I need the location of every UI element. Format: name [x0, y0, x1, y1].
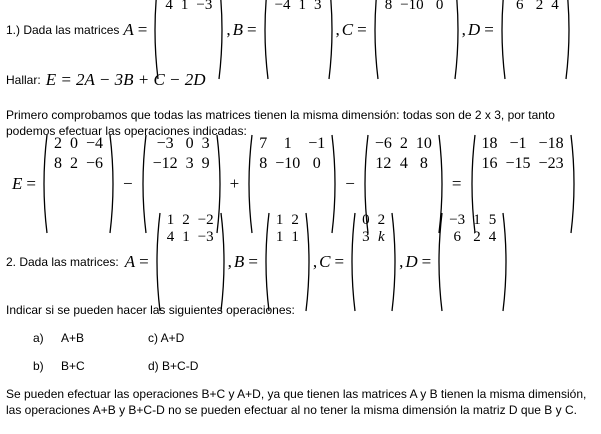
matrix-cell: −15 — [505, 155, 531, 172]
separator-comma: , — [461, 20, 466, 39]
matrix-cell: −4 — [274, 0, 291, 13]
matrix-cell: 2 — [473, 229, 481, 245]
matrix-cell: −3 — [449, 212, 466, 228]
equals-sign: = — [246, 20, 257, 39]
matrix-cell: 6 — [516, 0, 524, 13]
right-paren — [570, 134, 577, 234]
matrix — [499, 0, 572, 80]
left-paren — [372, 0, 379, 80]
matrix-grid — [356, 212, 391, 312]
operator: − — [123, 174, 133, 193]
matrix-cell: 2 — [69, 155, 78, 172]
matrix-cell: 3 — [362, 229, 370, 245]
matrix-cell: 0 — [312, 155, 321, 172]
matrix-cell: 1 — [166, 212, 175, 228]
matrix-cell: 2 — [182, 212, 190, 228]
left-paren — [41, 134, 48, 234]
ex1-definitions — [6, 0, 573, 52]
matrix-cell: 4 — [488, 229, 497, 245]
option-c-letter: c) — [148, 331, 158, 345]
matrix-cell: −10 — [275, 155, 301, 172]
matrix-name: A — [124, 252, 136, 271]
matrix-cell: 4 — [166, 229, 175, 245]
matrix-cell: 4 — [165, 0, 173, 13]
right-paren — [220, 212, 227, 312]
matrix-cell: 0 — [69, 135, 78, 152]
matrix-cell: 8 — [259, 155, 268, 172]
matrix-cell: −18 — [538, 135, 564, 152]
option-b-text: B+C — [61, 359, 85, 373]
answer-line-2: las operaciones A+B y B+C-D no se pueden efectuar al no tener la misma dimensión la matriz D que B y C. — [6, 403, 577, 417]
option-d-letter: d) — [148, 359, 159, 373]
matrix-cell: 2 — [535, 0, 544, 13]
matrix-cell: 4 — [551, 0, 559, 13]
equals-sign: = — [484, 20, 494, 39]
matrix-cell: −1 — [509, 135, 527, 152]
matrix-cell: −3 — [197, 229, 214, 245]
matrix-cell: 16 — [481, 155, 498, 172]
matrix-cell: 0 — [185, 135, 194, 152]
matrix-grid — [443, 212, 502, 312]
matrix-cell: −3 — [196, 0, 213, 13]
matrix-cell: −6 — [374, 135, 392, 152]
matrix-cell: 3 — [201, 135, 210, 152]
right-paren — [565, 0, 572, 80]
matrix-cell: 8 — [384, 0, 393, 13]
matrix-cell: k — [378, 229, 385, 245]
matrix-cell: 2 — [291, 212, 299, 228]
matrix-cell: 1 — [275, 212, 284, 228]
matrix-grid — [161, 212, 220, 312]
calc-lhs: E — [12, 174, 23, 193]
right-paren — [454, 0, 461, 80]
answer-line-1: Se pueden efectuar las operaciones B+C y A+D, ya que tienen las matrices A y B tienen la misma dimensión, — [6, 387, 587, 401]
matrix-name: A — [123, 20, 134, 39]
right-paren — [502, 212, 509, 312]
ex2-label: 2. Dada las matrices: — [6, 255, 119, 269]
matrix-cell: −1 — [308, 135, 326, 152]
separator-comma: , — [312, 252, 318, 271]
equals-sign: = — [248, 252, 258, 271]
matrix-cell: 7 — [259, 135, 268, 152]
calculation — [12, 135, 578, 208]
calc-equals: = — [26, 174, 36, 193]
matrix-cell: 10 — [415, 135, 432, 152]
separator-comma: , — [226, 20, 231, 39]
ex2-definitions — [6, 212, 510, 284]
equals-sign: = — [357, 20, 367, 39]
matrix-cell: 8 — [53, 155, 62, 172]
right-paren — [328, 0, 335, 80]
separator-comma: , — [399, 252, 404, 271]
operator: − — [345, 174, 355, 193]
option-d-text: B+C-D — [162, 359, 199, 373]
matrix-cell: 3 — [314, 0, 322, 13]
matrix-grid — [269, 0, 328, 80]
equals-sign: = — [137, 20, 148, 39]
matrix-cell: 4 — [399, 155, 408, 172]
matrix-cell: 18 — [481, 135, 498, 152]
matrix-cell: 1 — [283, 135, 292, 152]
matrix-cell: 9 — [201, 155, 210, 172]
option-b — [33, 359, 85, 373]
matrix-name: C — [341, 20, 354, 39]
matrix-name: D — [405, 252, 418, 271]
operator: = — [451, 174, 462, 193]
ex2-question: Indicar si se pueden hacer las siguientes operaciones: — [6, 303, 295, 317]
option-c-text: A+D — [160, 331, 185, 345]
hallar-equation: E = 2A − 3B + C − 2D — [45, 70, 206, 89]
ex1-label: 1.) Dada las matrices — [6, 23, 120, 37]
matrix-name: B — [233, 252, 245, 271]
matrix — [41, 134, 116, 234]
matrix-grid — [506, 0, 565, 80]
separator-comma: , — [335, 20, 340, 39]
option-a — [33, 331, 84, 345]
matrix-grid — [379, 0, 454, 80]
right-paren — [305, 212, 312, 312]
comment-line-2: podemos efectuar las operaciones indicadas: — [6, 124, 247, 138]
separator-comma: , — [227, 252, 232, 271]
option-a-letter: a) — [33, 331, 44, 345]
matrix — [436, 212, 509, 312]
option-b-letter: b) — [33, 359, 44, 373]
matrix — [263, 212, 312, 312]
option-c — [148, 331, 184, 345]
hallar-label: Hallar: — [6, 73, 41, 87]
matrix-cell: −6 — [85, 155, 104, 172]
matrix-cell: 2 — [399, 135, 408, 152]
matrix-cell: −3 — [156, 135, 174, 152]
matrix-cell: 2 — [53, 135, 62, 152]
matrix-cell: −4 — [85, 135, 104, 152]
matrix-name: C — [319, 252, 331, 271]
option-d — [148, 359, 198, 373]
matrix-name: D — [467, 20, 481, 39]
left-paren — [499, 0, 506, 80]
matrix-cell: 0 — [435, 0, 444, 13]
hallar-row — [6, 68, 206, 92]
matrix-cell: 1 — [473, 212, 481, 228]
left-paren — [262, 0, 269, 80]
left-paren — [154, 212, 161, 312]
matrix-cell: 1 — [298, 0, 307, 13]
matrix-name: B — [232, 20, 243, 39]
matrix-cell: 1 — [180, 0, 189, 13]
matrix-cell: −12 — [152, 155, 178, 172]
left-paren — [436, 212, 443, 312]
right-paren — [109, 134, 116, 234]
matrix-cell: 5 — [488, 212, 497, 228]
ex2-matrices — [125, 212, 510, 312]
matrix — [262, 0, 335, 80]
matrix-cell: 1 — [182, 229, 190, 245]
matrix-grid — [48, 134, 109, 234]
matrix-cell: −2 — [197, 212, 214, 228]
comment-line-1: Primero comprobamos que todas las matrices tienen la misma dimensión: todas son de 2 x 3, por tanto — [6, 108, 555, 122]
matrix-cell: 0 — [362, 212, 370, 228]
matrix-grid — [270, 212, 305, 312]
matrix — [349, 212, 398, 312]
matrix — [154, 212, 227, 312]
operator: + — [229, 174, 240, 193]
matrix-cell: −23 — [538, 155, 564, 172]
matrix — [372, 0, 461, 80]
left-paren — [349, 212, 356, 312]
equals-sign: = — [139, 252, 149, 271]
matrix-cell: 3 — [185, 155, 194, 172]
equals-sign: = — [334, 252, 345, 271]
matrix-cell: 12 — [375, 155, 392, 172]
matrix-cell: 8 — [419, 155, 428, 172]
right-paren — [218, 0, 225, 80]
matrix-cell: 6 — [453, 229, 461, 245]
equals-sign: = — [421, 252, 432, 271]
matrix-cell: 1 — [275, 229, 284, 245]
left-paren — [263, 212, 270, 312]
matrix-cell: 2 — [377, 212, 386, 228]
matrix-cell: 1 — [291, 229, 299, 245]
matrix-cell: −10 — [400, 0, 424, 13]
option-a-text: A+B — [61, 331, 85, 345]
right-paren — [391, 212, 398, 312]
